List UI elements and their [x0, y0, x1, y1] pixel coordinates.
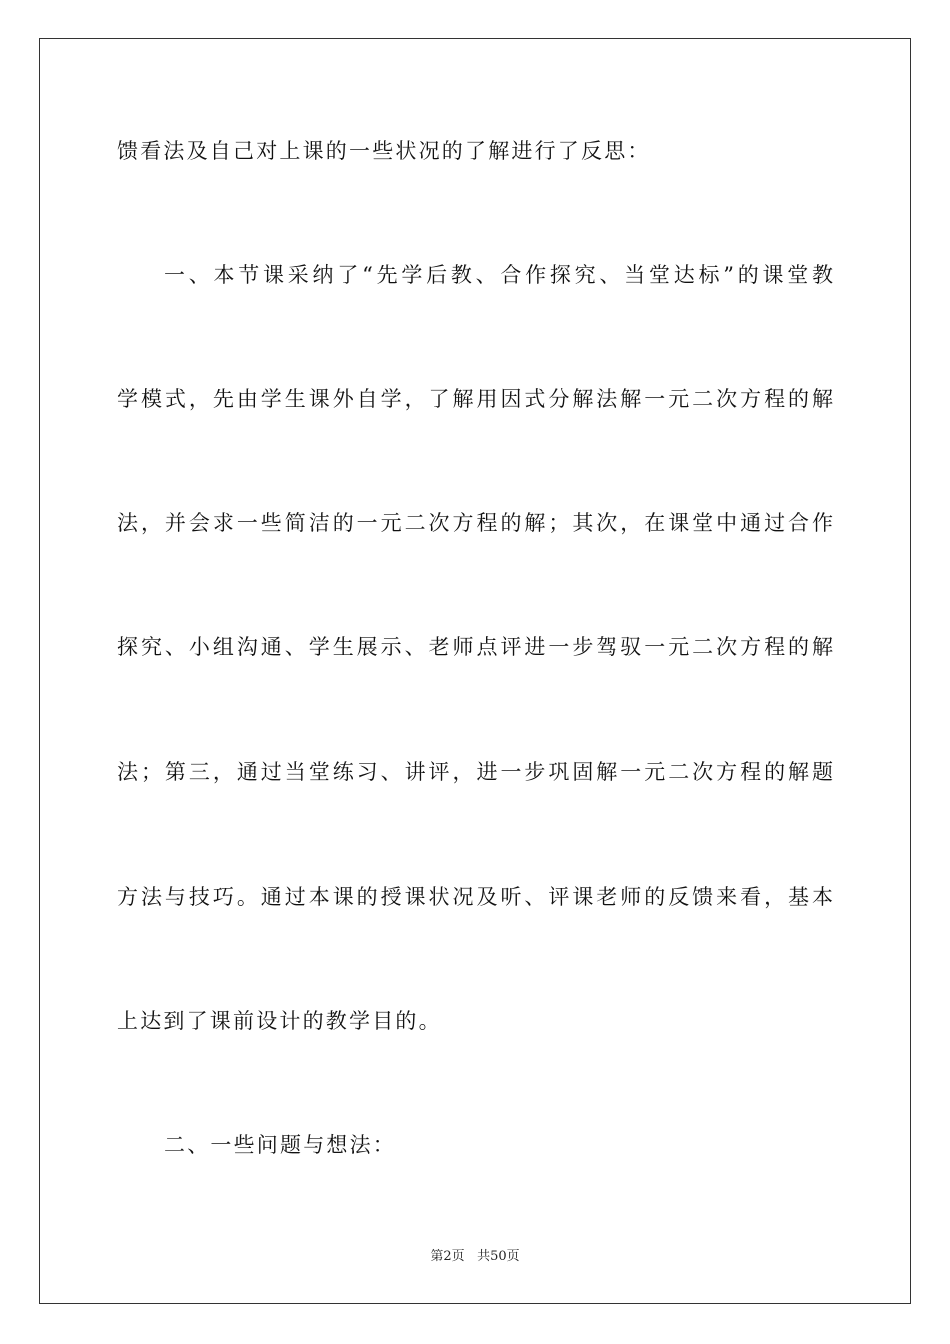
page-frame — [39, 38, 911, 1304]
text-line-7: 方法与技巧。通过本课的授课状况及听、评课老师的反馈来看，基本 — [117, 885, 833, 909]
text-line-1: 馈看法及自己对上课的一些状况的了解进行了反思： — [117, 139, 651, 163]
paragraph-1-heading-line: 一、本节课采纳了“先学后教、合作探究、当堂达标”的课堂教 — [164, 263, 833, 287]
text-line-8: 上达到了课前设计的教学目的。 — [117, 1009, 442, 1033]
text-line-3: 学模式，先由学生课外自学，了解用因式分解法解一元二次方程的解 — [117, 387, 833, 411]
text-line-4: 法，并会求一些简洁的一元二次方程的解；其次，在课堂中通过合作 — [117, 511, 833, 535]
page-number: 第2页 — [430, 1249, 465, 1264]
text-line-6: 法；第三，通过当堂练习、讲评，进一步巩固解一元二次方程的解题 — [117, 760, 833, 784]
page-total: 共50页 — [477, 1249, 520, 1264]
text-line-5: 探究、小组沟通、学生展示、老师点评进一步驾驭一元二次方程的解 — [117, 635, 833, 659]
paragraph-2-heading-line: 二、一些问题与想法： — [164, 1133, 396, 1157]
page-footer — [0, 1248, 950, 1266]
